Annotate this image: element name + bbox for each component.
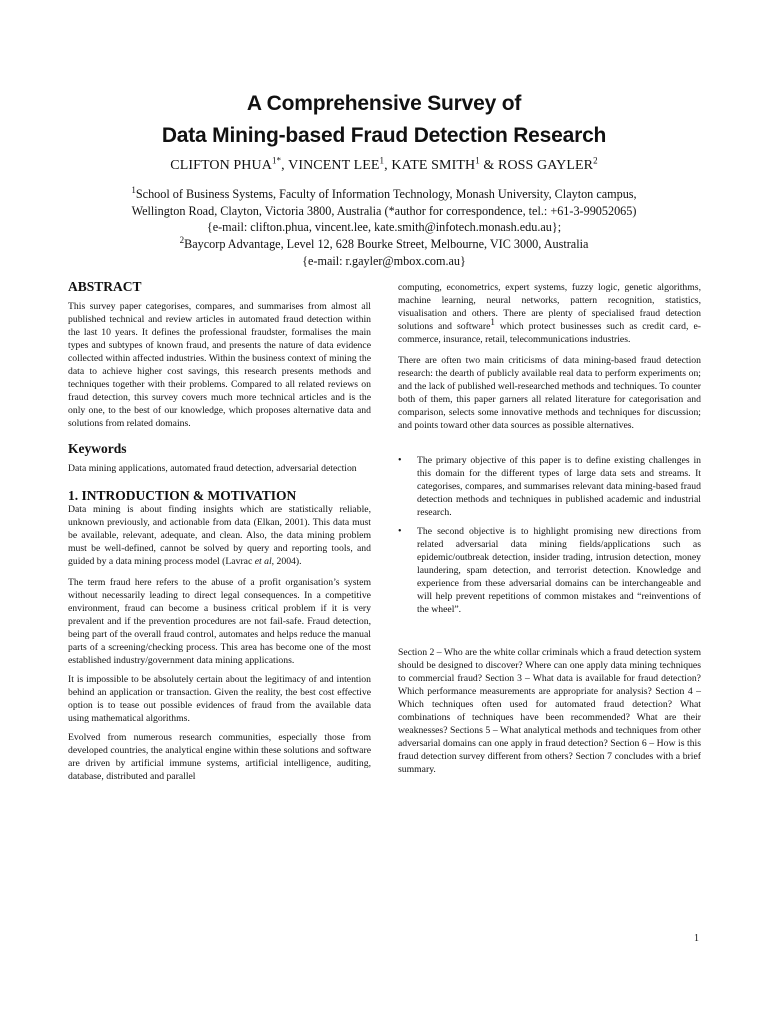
citation-et-al: et al [254, 556, 272, 567]
author-affiliation-mark: 1 [475, 155, 480, 166]
author-list [0, 155, 768, 174]
affiliation-mark: 1 [131, 184, 136, 195]
author-name: VINCENT LEE [288, 158, 380, 173]
paper-title-line-1: A Comprehensive Survey of [246, 92, 522, 115]
intro-paragraph-1-end: , 2004). [271, 556, 302, 567]
affiliation-text: Baycorp Advantage, Level 12, 628 Bourke Street, Melbourne, VIC 3000, Australia [184, 237, 589, 251]
affiliation-2-email: {e-mail: r.gayler@mbox.com.au} [302, 253, 466, 268]
intro-paragraph-4: Evolved from numerous research communities, especially those from developed countries, the analytical engine within these solutions and software are driven by artificial immune systems, artificial intelligence, auditing, database, distributed and parallel [68, 732, 371, 782]
right-paragraph-1 [398, 281, 701, 346]
bullet-icon: • [398, 455, 402, 466]
author-name: CLIFTON PHUA [170, 158, 272, 173]
abstract-text: This survey paper categorises, compares, and summarises from almost all published technical and review articles in automated fraud detection within the last 10 years. It defines the professional fraudster, formalises the main types and subtypes of known fraud, and presents the nature of data evidence collected within affected industries. Within the business context of mining the data to achieve higher cost savings, this research presents methods and techniques together with their problems. Compared to all related reviews on fraud detection, this survey covers much more technical articles and is the only one, to the best of our knowledge, which proposes alternative data and solutions from related domains. [68, 301, 371, 429]
author-separator: , [384, 158, 392, 173]
abstract-heading: ABSTRACT [68, 279, 142, 294]
author-name: ROSS GAYLER [498, 158, 594, 173]
affiliation-2 [0, 236, 768, 269]
keywords-heading: Keywords [68, 441, 127, 456]
intro-paragraph-1 [68, 503, 371, 568]
author-separator: & [479, 158, 499, 173]
paper-title-line-2: Data Mining-based Fraud Detection Research [161, 124, 607, 147]
list-item [398, 454, 701, 519]
footnote-mark: 1 [490, 316, 495, 327]
affiliation-mark: 2 [179, 234, 185, 245]
author-separator: , [281, 158, 289, 173]
left-column [68, 280, 371, 783]
intro-paragraph-3: It is impossible to be absolutely certain about the legitimacy of and intention behind an application or transaction. Given the reality, the best cost effective option is to tease out possible evidences of fraud from the available data using mathematical algorithms. [68, 674, 371, 724]
affiliation-1 [0, 186, 768, 236]
introduction-heading: 1. INTRODUCTION & MOTIVATION [68, 488, 297, 503]
right-column [398, 281, 701, 776]
affiliation-2-line-1 [0, 236, 768, 253]
keywords-text: Data mining applications, automated fraud detection, adversarial detection [68, 463, 357, 474]
page-number: 1 [694, 933, 699, 944]
intro-paragraph-2: The term fraud here refers to the abuse of a profit organisation’s system without necessarily leading to direct legal consequences. In a competitive environment, fraud can become a business critical problem if it is very prevalent and if the prevention procedures are not fail-safe. Fraud detection, being part of the overall fraud control, automates and helps reduce the manual parts of a screening/checking process. This area has become one of the most established industry/government data mining applications. [68, 577, 371, 666]
affiliation-text: School of Business Systems, Faculty of Information Technology, Monash University, Clayton campus, [135, 187, 637, 201]
author-name: KATE SMITH [391, 158, 476, 173]
right-paragraph-1-text: computing, econometrics, expert systems, fuzzy logic, genetic algorithms, machine learning, neural networks, pattern recognition, statistics, visualisation and others. There are plenty of specialised fraud detection solutions and software [398, 282, 701, 332]
objectives-list [398, 454, 701, 616]
intro-paragraph-1-text: Data mining is about finding insights which are statistically reliable, unknown previously, and actionable from data (Elkan, 2001). This data must be available, relevant, adequate, and clean. Also, the data mining problem must be well-defined, cannot be solved by query and reporting tools, and guided by a data mining process model (Lavrac [68, 504, 371, 567]
author-affiliation-mark: 1 [379, 155, 385, 166]
right-paragraph-1-end: which protect businesses such as credit card, e-commerce, insurance, retail, telecommunications industries. [398, 321, 701, 345]
right-paragraph-2: There are often two main criticisms of data mining-based fraud detection research: the dearth of publicly available real data to perform experiments on; and the lack of published well-researched methods and techniques. To counter both of them, this paper garners all related literature for categorisation and comparison, selects some innovative methods and techniques for discussion; and points toward other data sources as possible alternatives. [398, 355, 701, 431]
affiliation-1-email: {e-mail: clifton.phua, vincent.lee, kate.smith@infotech.monash.edu.au}; [206, 220, 562, 234]
list-item [398, 525, 701, 616]
right-paragraph-3: Section 2 – Who are the white collar criminals which a fraud detection system should be designed to discover? Where can one apply data mining techniques to commercial fraud? Section 3 – What data is available for fraud detection? Which performance measurements are appropriate for analysis? Section 4 – Which techniques often used for automated fraud detection? What combinations of techniques have been recommended? What are their weaknesses? Sections 5 – What analytical methods and techniques from other adversarial domains can one apply in fraud detection? Section 6 – How is this fraud detection survey different from others? Section 7 concludes with a brief summary. [398, 647, 701, 775]
list-item-text: The primary objective of this paper is to define existing challenges in this domain for the different types of large data sets and streams. It categorises, compares, and summarises relevant data mining-based fraud detection methods and techniques in published academic and industrial research. [417, 455, 701, 518]
affiliation-1-line-1 [0, 186, 768, 203]
affiliation-1-line-2: Wellington Road, Clayton, Victoria 3800, Australia (*author for correspondence, tel.: +61-3-99052065) [131, 203, 637, 218]
list-item-text: The second objective is to highlight promising new directions from related adversarial data mining fields/applications such as epidemic/outbreak detection, insider trading, intrusion detection, money laundering, spam detection, and terrorist detection. Knowledge and experience from these adversarial domains can be interchangeable and will help prevent repetitions of common mistakes and “reinventions of the wheel”. [417, 526, 701, 615]
author-affiliation-mark: 1* [271, 155, 282, 166]
bullet-icon: • [398, 526, 402, 537]
author-affiliation-mark: 2 [593, 155, 598, 166]
